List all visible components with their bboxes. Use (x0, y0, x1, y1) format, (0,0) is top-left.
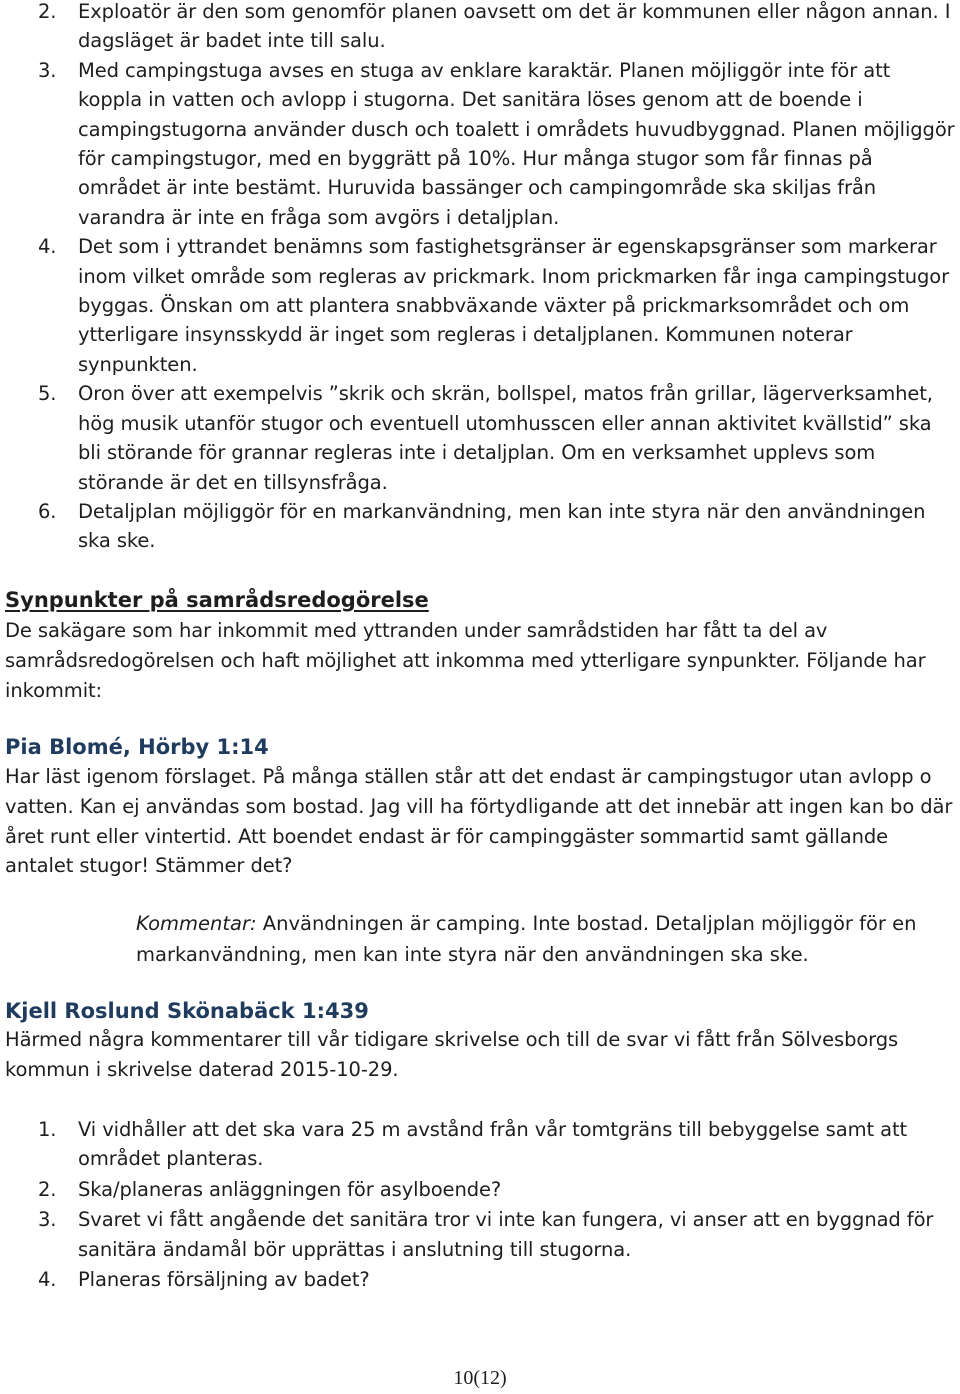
list-text: Planeras försäljning av badet? (78, 1268, 370, 1292)
list-number: 6. (38, 499, 57, 523)
list-number: 3. (38, 1208, 57, 1232)
list-number: 5. (38, 382, 57, 406)
list-item (0, 232, 960, 379)
list-item (0, 1115, 960, 1174)
list-item (0, 56, 960, 232)
kjell-list (0, 1115, 960, 1294)
list-text: Med campingstuga avses en stuga av enklare karaktär. Planen möjliggör inte för att koppla in vatten och avlopp i stugorna. Det sanitära löses genom att de boende i campingstugorna använder dusch och toalett i områdets huvudbyggnad. Planen möjliggör för campingstugor, med en byggrätt på 10%. Hur många stugor som får finnas på området är inte bestämt. Huruvida bassänger och campingområde ska skiljas från varandra är inte en fråga som avgörs i detaljplan. (78, 58, 955, 229)
person-heading-kjell: Kjell Roslund Skönabäck 1:439 (5, 999, 369, 1023)
response-list (0, 0, 960, 556)
person-heading-pia: Pia Blomé, Hörby 1:14 (5, 735, 269, 759)
comment-text: Användningen är camping. Inte bostad. Detaljplan möjliggör för en markanvändning, men kan inte styra när den användningen ska ske. (136, 912, 917, 966)
list-text: Detaljplan möjliggör för en markanvändning, men kan inte styra när den användningen ska ske. (78, 499, 926, 553)
list-number: 2. (38, 0, 57, 23)
list-item (0, 0, 960, 56)
list-number: 1. (38, 1118, 57, 1141)
list-text: Vi vidhåller att det ska vara 25 m avstånd från vår tomtgräns till bebyggelse samt att området planteras. (78, 1118, 908, 1171)
list-item (0, 1205, 960, 1264)
list-number: 3. (38, 58, 57, 82)
section-intro: De sakägare som har inkommit med yttranden under samrådstiden har fått ta del av samrådsredogörelsen och haft möjlighet att inkomma med ytterligare synpunkter. Följande har inkommit: (5, 619, 926, 702)
list-number: 4. (38, 1268, 57, 1292)
page-number: 10(12) (453, 1367, 507, 1389)
pia-statement: Har läst igenom förslaget. På många ställen står att det endast är campingstugor utan avlopp o vatten. Kan ej användas som bostad. Jag vill ha förtydligande att det innebär att ingen kan bo där året runt eller vintertid. Att boendet endast är för campinggäster sommartid samt gällande antalet stugor! Stämmer det? (5, 765, 953, 878)
list-text: Det som i yttrandet benämns som fastighetsgränser är egenskapsgränser som markerar inom vilket område som regleras av prickmark. Inom prickmarken får inga campingstugor byggas. Önskan om att plantera snabbväxande växter på prickmarksområdet och om ytterligare insynsskydd är inget som regleras i detaljplanen. Kommunen noterar synpunkten. (78, 235, 950, 376)
list-text: Exploatör är den som genomför planen oavsett om det är kommunen eller någon annan. I dagsläget är badet inte till salu. (78, 0, 951, 53)
list-item (0, 1175, 960, 1204)
list-text: Svaret vi fått angående det sanitära tror vi inte kan fungera, vi anser att en byggnad för sanitära ändamål bör upprättas i anslutning till stugorna. (78, 1208, 934, 1261)
list-item (0, 497, 960, 556)
pia-comment (136, 909, 936, 970)
section-heading: Synpunkter på samrådsredogörelse (5, 588, 429, 612)
list-item (0, 1265, 960, 1294)
comment-label: Kommentar: (136, 912, 257, 935)
list-text: Oron över att exempelvis ”skrik och skrän, bollspel, matos från grillar, lägerverksamhet, hög musik utanför stugor och eventuell utomhusscen eller annan aktivitet kvällstid” ska bli störande för grannar regleras inte i detaljplan. Om en verksamhet upplevs som störande är det en tillsynsfråga. (78, 382, 933, 494)
list-item (0, 379, 960, 497)
kjell-statement: Härmed några kommentarer till vår tidigare skrivelse och till de svar vi fått från Sölvesborgs kommun i skrivelse daterad 2015-10-29. (5, 1028, 899, 1081)
list-number: 4. (38, 235, 57, 259)
list-number: 2. (38, 1177, 57, 1201)
list-text: Ska/planeras anläggningen för asylboende? (78, 1177, 502, 1201)
